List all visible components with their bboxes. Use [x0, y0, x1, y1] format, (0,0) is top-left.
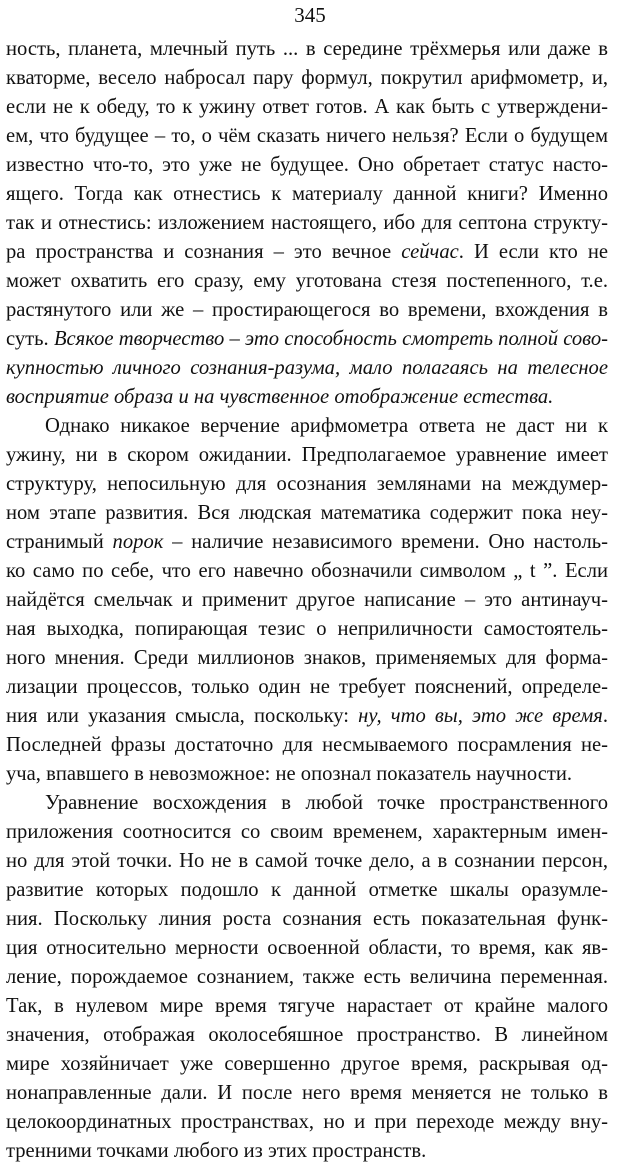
- text-line: [6, 64, 608, 93]
- italic-text-run: восприятие образа и на чувственное отображение естества.: [6, 386, 554, 408]
- text-line: [6, 1021, 608, 1050]
- text-run: значения, отображая околосебяшное пространство. В линейном: [6, 1024, 608, 1046]
- text-run: – наличие независимого времени. Оно настоль-: [163, 531, 608, 553]
- text-line: [6, 1137, 608, 1166]
- text-line: [6, 122, 608, 151]
- text-run: тренними точками любого из этих пространств.: [6, 1140, 427, 1162]
- text-line: [6, 325, 608, 354]
- text-line: [6, 93, 608, 122]
- text-run: кваторме, весело набросал пару формул, покрутил арифмометр, и,: [6, 67, 608, 89]
- text-line: [6, 1079, 608, 1108]
- text-run: может охватить его сразу, ему уготована стезя постепенного, т.е.: [6, 270, 608, 292]
- text-line: [6, 267, 608, 296]
- text-line: [6, 847, 608, 876]
- text-run: ра пространства и сознания – это вечное: [6, 241, 402, 263]
- text-run: Уравнение восхождения в любой точке пространственного: [45, 792, 608, 814]
- text-line: [6, 528, 608, 557]
- page-number: 345: [294, 3, 326, 27]
- text-line: [6, 963, 608, 992]
- text-run: известно что-то, это уже не будущее. Оно обретает статус насто-: [6, 154, 608, 176]
- italic-text-run: порок: [112, 531, 164, 553]
- text-line: [6, 1108, 608, 1137]
- text-line: [6, 934, 608, 963]
- italic-text-run: купностью личного сознания-разума, мало полагаясь на телесное: [6, 357, 608, 379]
- text-line: [6, 412, 608, 441]
- text-run: .: [602, 705, 608, 727]
- text-line: [6, 615, 608, 644]
- body-text: [6, 35, 608, 1166]
- text-line: [6, 557, 608, 586]
- text-run: мире хозяйничает уже совершенно другое время, раскрывая од-: [6, 1053, 608, 1075]
- text-line: [6, 180, 608, 209]
- italic-text-run: Всякое творчество – это способность смотреть полной сово-: [53, 328, 608, 350]
- text-run: ем, что будущее – то, о чём сказать ничего нельзя? Если о будущем: [6, 125, 608, 147]
- text-run: Последней фразы достаточно для несмываемого посрамления не-: [6, 734, 608, 756]
- text-run: ная выходка, попирающая тезис о неприличности самостоятель-: [6, 618, 608, 640]
- text-run: ном этапе развития. Вся людская математика содержит пока неу-: [6, 502, 608, 524]
- text-run: . И если кто не: [458, 241, 608, 263]
- text-run: ния или указания смысла, поскольку:: [6, 705, 359, 727]
- text-line: [6, 209, 608, 238]
- text-line: [6, 35, 608, 64]
- text-run: ция относительно мерности освоенной области, то время, как яв-: [6, 937, 608, 959]
- text-line: [6, 702, 608, 731]
- text-run: если не к обеду, то к ужину ответ готов. А как быть с утверждени-: [6, 96, 608, 118]
- italic-text-run: сейчас: [401, 241, 459, 263]
- text-line: [6, 441, 608, 470]
- text-line: [6, 1050, 608, 1079]
- text-run: найдётся смельчак и применит другое написание – это антинауч-: [6, 589, 608, 611]
- text-run: лизации процессов, только один не требует пояснений, определе-: [6, 676, 608, 698]
- text-line: [6, 296, 608, 325]
- text-run: растянутого или же – простирающегося во времени, вхождения в: [6, 299, 608, 321]
- text-line: [6, 876, 608, 905]
- italic-text-run: ну, что вы, это же время: [358, 705, 603, 727]
- text-run: ко само по себе, что его навечно обозначили символом „ t ”. Если: [6, 560, 608, 582]
- text-run: приложения соотносится со своим временем, характерным имен-: [6, 821, 608, 843]
- text-line: [6, 760, 608, 789]
- text-run: нонаправленные дали. И после него время меняется не только в: [6, 1082, 608, 1104]
- text-run: Однако никакое верчение арифмометра ответа не даст ни к: [45, 415, 608, 437]
- text-line: [6, 789, 608, 818]
- text-line: [6, 470, 608, 499]
- text-run: так и отнестись: изложением настоящего, ибо для септона структу-: [6, 212, 608, 234]
- text-line: [6, 586, 608, 615]
- text-run: ящего. Тогда как отнестись к материалу данной книги? Именно: [6, 183, 608, 205]
- text-line: [6, 673, 608, 702]
- text-run: целокоординатных пространствах, но и при переходе между вну-: [6, 1111, 608, 1133]
- text-line: [6, 383, 608, 412]
- text-run: ния. Поскольку линия роста сознания есть показательная функ-: [6, 908, 608, 930]
- text-run: суть.: [6, 328, 54, 350]
- text-line: [6, 992, 608, 1021]
- text-run: ление, порождаемое сознанием, также есть величина переменная.: [6, 966, 608, 988]
- text-run: уча, впавшего в невозможное: не опознал показатель научности.: [6, 763, 573, 785]
- text-line: [6, 905, 608, 934]
- text-run: структуру, непосильную для осознания землянами на междумер-: [6, 473, 608, 495]
- text-run: ность, планета, млечный путь ... в середине трёхмерья или даже в: [6, 38, 608, 60]
- text-line: [6, 151, 608, 180]
- text-run: странимый: [6, 531, 113, 553]
- text-run: Так, в нулевом мире время тягуче нарастает от крайне малого: [6, 995, 608, 1017]
- text-run: ного мнения. Среди миллионов знаков, применяемых для форма-: [6, 647, 608, 669]
- text-run: ужину, ни в скором ожидании. Предполагаемое уравнение имеет: [6, 444, 608, 466]
- text-line: [6, 731, 608, 760]
- text-line: [6, 238, 608, 267]
- text-run: развитие которых подошло к данной отметке шкалы оразумле-: [6, 879, 608, 901]
- text-line: [6, 354, 608, 383]
- text-line: [6, 499, 608, 528]
- text-run: но для этой точки. Но не в самой точке дело, а в сознании персон,: [6, 850, 608, 872]
- text-line: [6, 818, 608, 847]
- text-line: [6, 644, 608, 673]
